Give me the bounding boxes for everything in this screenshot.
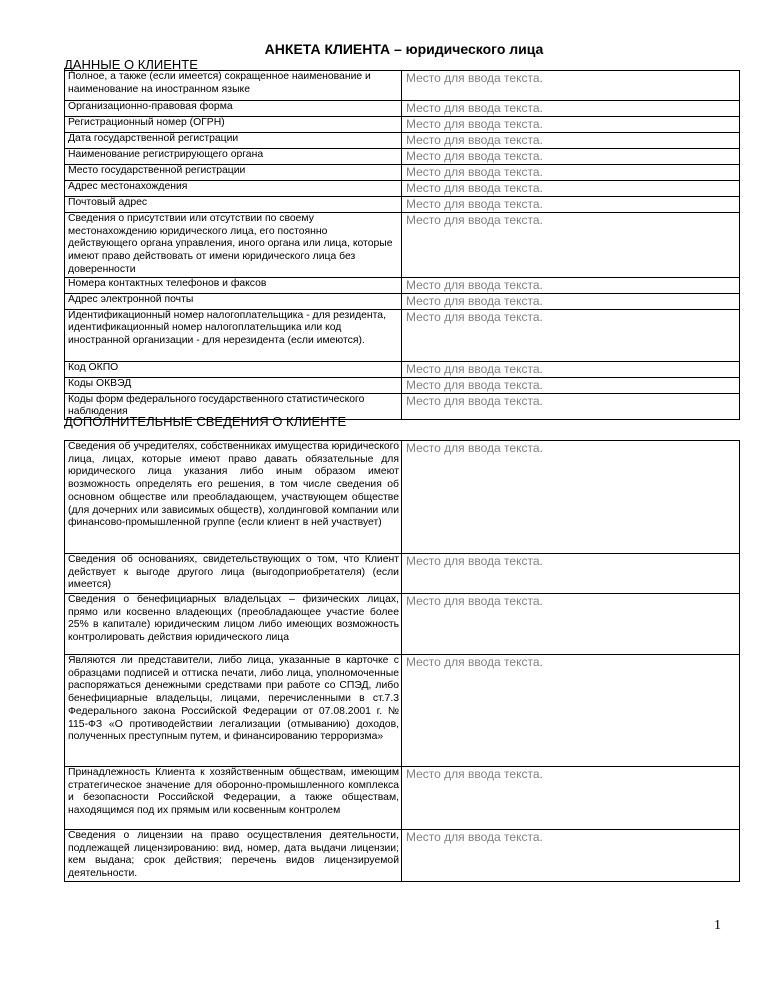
table-row xyxy=(65,554,740,594)
table-row xyxy=(65,361,740,377)
text-input-placeholder[interactable]: Место для ввода текста. xyxy=(402,133,740,149)
row-label: Адрес электронной почты xyxy=(65,293,402,309)
document-title: АНКЕТА КЛИЕНТА – юридического лица xyxy=(264,41,544,57)
row-label: Коды форм федерального государственного статистического наблюдения xyxy=(65,393,402,419)
row-label: Сведения о присутствии или отсутствии по своему местонахождению юридического лица, его постоянно действующего органа управления, иного органа или лица, которые имеют право действовать от имени юридического лица без доверенности xyxy=(65,213,402,278)
section-heading-additional-info: ДОПОЛНИТЕЛЬНЫЕ СВЕДЕНИЯ О КЛИЕНТЕ xyxy=(64,414,347,429)
text-input-placeholder[interactable]: Место для ввода текста. xyxy=(402,71,740,101)
text-input-placeholder[interactable]: Место для ввода текста. xyxy=(402,149,740,165)
row-label: Принадлежность Клиента к хозяйственным обществам, имеющим стратегическое значение для оборонно-промышленного комплекса и безопасности Российской Федерации, а также обществам, находящимся под их прямым или косвенным контролем xyxy=(65,767,402,830)
row-label: Номера контактных телефонов и факсов xyxy=(65,277,402,293)
text-input-placeholder[interactable]: Место для ввода текста. xyxy=(402,554,740,594)
row-label: Код ОКПО xyxy=(65,361,402,377)
table-row xyxy=(65,767,740,830)
table-row xyxy=(65,309,740,361)
table-row xyxy=(65,655,740,767)
table-row xyxy=(65,377,740,393)
row-label: Организационно-правовая форма xyxy=(65,101,402,117)
text-input-placeholder[interactable]: Место для ввода текста. xyxy=(402,393,740,419)
text-input-placeholder[interactable]: Место для ввода текста. xyxy=(402,101,740,117)
text-input-placeholder[interactable]: Место для ввода текста. xyxy=(402,767,740,830)
row-label: Идентификационный номер налогоплательщика - для резидента, идентификационный номер налогоплательщика или код иностранной организации - для нерезидента (если имеются). xyxy=(65,309,402,361)
table-row xyxy=(65,830,740,882)
table-row xyxy=(65,213,740,278)
text-input-placeholder[interactable]: Место для ввода текста. xyxy=(402,213,740,278)
row-label: Почтовый адрес xyxy=(65,197,402,213)
text-input-placeholder[interactable]: Место для ввода текста. xyxy=(402,309,740,361)
row-label: Регистрационный номер (ОГРН) xyxy=(65,117,402,133)
row-label: Адрес местонахождения xyxy=(65,181,402,197)
table-row xyxy=(65,441,740,554)
text-input-placeholder[interactable]: Место для ввода текста. xyxy=(402,197,740,213)
text-input-placeholder[interactable]: Место для ввода текста. xyxy=(402,594,740,655)
page-number: 1 xyxy=(714,918,721,933)
table-row xyxy=(65,71,740,101)
text-input-placeholder[interactable]: Место для ввода текста. xyxy=(402,377,740,393)
row-label: Место государственной регистрации xyxy=(65,165,402,181)
section-heading-client-data: ДАННЫЕ О КЛИЕНТЕ xyxy=(64,57,198,72)
row-label: Коды ОКВЭД xyxy=(65,377,402,393)
row-label: Сведения о лицензии на право осуществления деятельности, подлежащей лицензированию: вид, номер, дата выдачи лицензии; кем выдана; срок действия; перечень видов лицензируемой деятельности. xyxy=(65,830,402,882)
table-row xyxy=(65,594,740,655)
table-row xyxy=(65,101,740,117)
table-row xyxy=(65,133,740,149)
text-input-placeholder[interactable]: Место для ввода текста. xyxy=(402,277,740,293)
text-input-placeholder[interactable]: Место для ввода текста. xyxy=(402,830,740,882)
table-row xyxy=(65,149,740,165)
table-row xyxy=(65,117,740,133)
text-input-placeholder[interactable]: Место для ввода текста. xyxy=(402,181,740,197)
text-input-placeholder[interactable]: Место для ввода текста. xyxy=(402,361,740,377)
row-label: Дата государственной регистрации xyxy=(65,133,402,149)
table-row xyxy=(65,277,740,293)
row-label: Являются ли представители, либо лица, указанные в карточке с образцами подписей и оттиска печати, либо лица, уполномоченные распоряжаться денежными средствами при работе со СПЭД, либо бенефициарные владельцы, лицами, перечисленными в ст.7.3 Федерального закона Российской Федерации от 07.08.2001 г. № 115-ФЗ «О противодействии легализации (отмыванию) доходов, полученных преступным путем, и финансированию терроризма» xyxy=(65,655,402,767)
row-label: Наименование регистрирующего органа xyxy=(65,149,402,165)
table-row xyxy=(65,293,740,309)
text-input-placeholder[interactable]: Место для ввода текста. xyxy=(402,117,740,133)
row-label: Сведения о бенефициарных владельцах – физических лицах, прямо или косвенно владеющих (преобладающее участие более 25% в капитале) юридическим лицом либо имеющих возможность контролировать действия юридического лица xyxy=(65,594,402,655)
row-label: Полное, а также (если имеется) сокращенное наименование и наименование на иностранном языке xyxy=(65,71,402,101)
text-input-placeholder[interactable]: Место для ввода текста. xyxy=(402,293,740,309)
table-row xyxy=(65,197,740,213)
text-input-placeholder[interactable]: Место для ввода текста. xyxy=(402,655,740,767)
table-row xyxy=(65,165,740,181)
text-input-placeholder[interactable]: Место для ввода текста. xyxy=(402,441,740,554)
row-label: Сведения об основаниях, свидетельствующих о том, что Клиент действует к выгоде другого лица (выгодоприобретателя) (если имеется) xyxy=(65,554,402,594)
row-label: Сведения об учредителях, собственниках имущества юридического лица, лицах, которые имеют право давать обязательные для юридического лица указания либо иным образом имеют возможность определять его решения, в том числе сведения об основном обществе или преобладающем, участвующем обществе (для дочерних или зависимых обществ), холдинговой компании или финансово-промышленной группе (если клиент в ней участвует) xyxy=(65,441,402,554)
client-data-table xyxy=(64,70,740,420)
text-input-placeholder[interactable]: Место для ввода текста. xyxy=(402,165,740,181)
table-row xyxy=(65,181,740,197)
additional-info-table xyxy=(64,440,740,882)
